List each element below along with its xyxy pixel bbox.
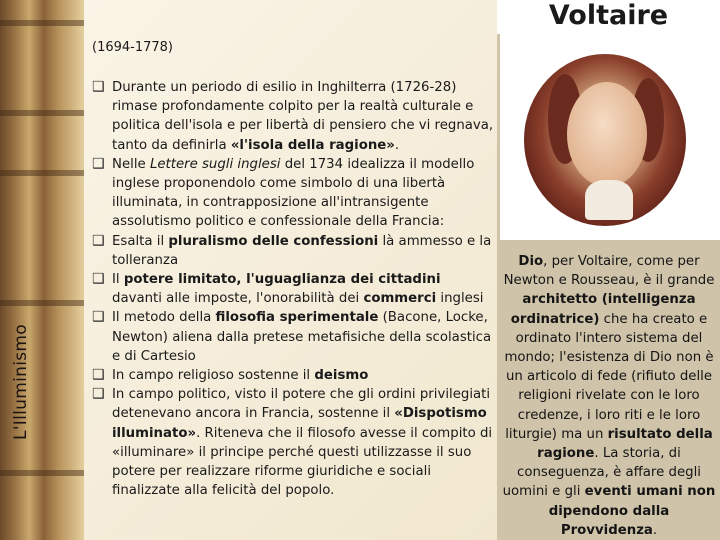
vertical-section-title bbox=[6, 262, 36, 502]
god-description bbox=[500, 252, 718, 540]
life-years: (1694-1778) bbox=[92, 40, 174, 55]
text-run: . Riteneva che il filosofo avesse il compito di «illuminare» il principe perché questi utilizzasse il suo potere per realizzare riforme giuridiche e sociali finalizzate alla felicità del popolo. bbox=[112, 425, 493, 499]
book-band bbox=[0, 20, 84, 26]
text-run: Il bbox=[112, 272, 124, 288]
text-run: Il metodo della bbox=[112, 310, 216, 326]
bold-text-run: «l'isola della ragione» bbox=[230, 137, 395, 153]
italic-text-run: Lettere sugli inglesi bbox=[149, 156, 281, 172]
text-run: davanti alle imposte, l'onorabilità dei bbox=[112, 291, 364, 307]
bold-text-run: eventi umani non dipendono dalla Provvidenza bbox=[548, 484, 716, 538]
text-run: . bbox=[652, 522, 658, 538]
bold-text-run: filosofia sperimentale bbox=[215, 310, 379, 326]
text-run: Nelle bbox=[112, 156, 150, 172]
portrait-face bbox=[567, 82, 647, 187]
bullet-item bbox=[92, 385, 494, 500]
bullet-item bbox=[92, 155, 494, 232]
text-run: inglesi bbox=[436, 291, 484, 307]
book-band bbox=[0, 110, 84, 116]
bullet-item bbox=[92, 232, 494, 270]
text-run: . bbox=[394, 137, 400, 153]
bullet-item bbox=[92, 366, 494, 385]
portrait-cravat bbox=[585, 180, 633, 220]
slide-title: Voltaire bbox=[497, 0, 720, 34]
text-run: In campo religioso sostenne il bbox=[112, 368, 315, 384]
book-band bbox=[0, 170, 84, 176]
bullet-item bbox=[92, 308, 494, 366]
bullet-item bbox=[92, 78, 494, 155]
side-title-text: L'Illuminismo bbox=[11, 324, 31, 440]
bold-text-run: Dio bbox=[518, 254, 544, 269]
bold-text-run: deismo bbox=[314, 368, 369, 384]
text-run: del 1734 idealizza il modello inglese proponendolo come simbolo di una libertà illuminata, in contrapposizione all'intransigente assolutismo politico e confessionale della Francia: bbox=[112, 156, 475, 230]
bold-text-run: potere limitato, l'uguaglianza dei cittadini bbox=[123, 272, 441, 288]
text-run: In campo politico, visto il potere che gli ordini privilegiati detenevano ancora in Francia, sostenne il bbox=[112, 387, 491, 422]
text-run: , per Voltaire, come per Newton e Rousseau, è il grande bbox=[503, 254, 715, 289]
bullet-item bbox=[92, 270, 494, 308]
bold-text-run: «Dispotismo illuminato» bbox=[112, 406, 487, 441]
bullet-list bbox=[92, 78, 494, 500]
bold-text-run: risultato della ragione bbox=[537, 426, 713, 462]
text-run: Esalta il bbox=[112, 233, 169, 249]
bold-text-run: pluralismo delle confessioni bbox=[168, 233, 379, 249]
bold-text-run: commerci bbox=[363, 291, 437, 307]
text-run: (Bacone, Locke, Newton) aliena dalla pretese metafisiche della scolastica e di Cartesio bbox=[112, 310, 492, 364]
text-run: Durante un periodo di esilio in Inghilterra (1726-28) rimase profondamente colpito per la realtà culturale e politica dell'isola e per libertà di pensiero che vi regnava, tanto da definirla bbox=[112, 80, 494, 153]
text-run: che ha creato e ordinato l'intero sistema del mondo; l'esistenza di Dio non è un articolo di fede (rifiuto delle religioni rivelate con le loro credenze, i loro riti e le loro liturgie) ma un bbox=[504, 311, 714, 442]
text-run: là ammesso e la tolleranza bbox=[112, 233, 492, 268]
text-run: . La storia, di conseguenza, è affare degli uomini e gli bbox=[502, 446, 701, 500]
bold-text-run: architetto (intelligenza ordinatrice) bbox=[510, 292, 696, 327]
